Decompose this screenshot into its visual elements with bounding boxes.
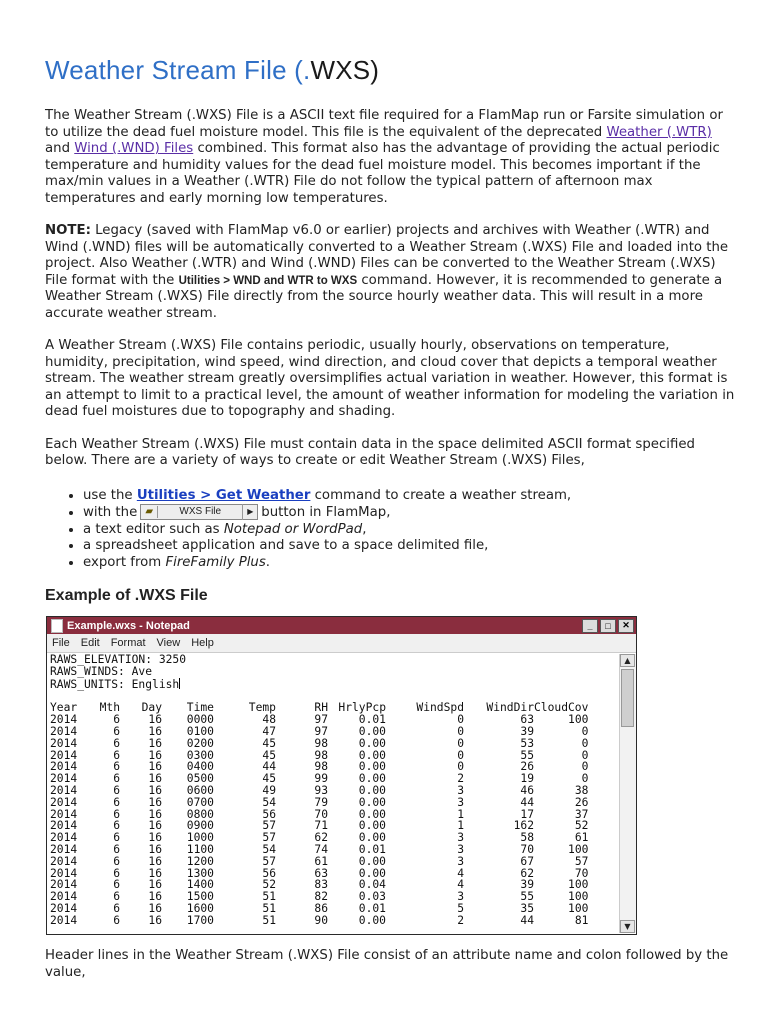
table-cell: 57 <box>574 854 589 868</box>
table-cell: 2014 <box>50 772 78 786</box>
description-paragraph: A Weather Stream (.WXS) File contains periodic, usually hourly, observations on temperature, humidity, precipitation, wind speed, wind direction, and cloud cover that depicts a temporal weather stream. The weather stream greatly oversimplifies actual variation in weather. However, this format is an attempt to limit to a practical level, the amount of weather information for modeling the variation in dead fuel moistures due to topography and shading. <box>45 338 735 419</box>
table-cell: 0500 <box>186 772 214 786</box>
list-item: • use the Utilities > Get Weather command to create a weather stream, <box>83 488 735 505</box>
table-cell: 1500 <box>186 890 214 904</box>
table-cell: 99 <box>314 772 328 786</box>
table-cell: 63 <box>314 866 328 880</box>
column-header: Year <box>50 701 78 715</box>
maximize-button[interactable]: □ <box>600 619 616 633</box>
scroll-up-icon[interactable]: ▲ <box>620 654 635 667</box>
table-cell: 52 <box>574 819 589 833</box>
table-cell: 2 <box>457 913 464 927</box>
table-cell: 49 <box>262 783 276 797</box>
notepad-title: Example.wxs - Notepad <box>67 619 190 632</box>
list-item: • export from FireFamily Plus. <box>83 555 735 572</box>
table-cell: 100 <box>568 878 589 892</box>
table-cell: 46 <box>520 783 534 797</box>
list-item: • a spreadsheet application and save to a space delimited file, <box>83 538 735 555</box>
table-cell: 2014 <box>50 866 78 880</box>
table-cell: 6 <box>113 748 120 762</box>
table-row <box>50 797 588 809</box>
table-cell: 44 <box>520 795 534 809</box>
table-cell: 16 <box>148 819 162 833</box>
table-cell: 61 <box>314 854 328 868</box>
list-item: • with the ▰ WXS File ▶ button in FlamMap, <box>83 504 735 522</box>
table-cell: 6 <box>113 724 120 738</box>
table-cell: 57 <box>262 854 276 868</box>
table-cell: 0.00 <box>358 819 386 833</box>
table-cell: 6 <box>113 783 120 797</box>
table-cell: 79 <box>314 795 328 809</box>
table-cell: 2014 <box>50 913 78 927</box>
table-cell: 44 <box>520 913 534 927</box>
minimize-button[interactable]: _ <box>582 619 598 633</box>
table-cell: 1300 <box>186 866 214 880</box>
table-cell: 63 <box>520 713 534 727</box>
table-cell: 100 <box>568 890 589 904</box>
table-cell: 0.00 <box>358 748 386 762</box>
table-cell: 1700 <box>186 913 214 927</box>
table-cell: 0700 <box>186 795 214 809</box>
table-cell: 52 <box>262 878 276 892</box>
table-cell: 1200 <box>186 854 214 868</box>
table-cell: 3 <box>457 842 464 856</box>
table-cell: 74 <box>314 842 328 856</box>
table-cell: 2014 <box>50 807 78 821</box>
table-cell: 2014 <box>50 901 78 915</box>
table-cell: 0.01 <box>358 901 386 915</box>
table-cell: 0 <box>581 736 589 750</box>
wxs-file-button[interactable]: ▰ WXS File ▶ <box>140 504 258 520</box>
vertical-scrollbar[interactable] <box>619 654 636 933</box>
table-cell: 2014 <box>50 831 78 845</box>
table-cell: 83 <box>314 878 328 892</box>
table-cell: 86 <box>314 901 328 915</box>
notepad-text-area[interactable] <box>50 654 620 931</box>
scroll-thumb[interactable] <box>621 669 634 727</box>
table-cell: 0.00 <box>358 831 386 845</box>
table-cell: 0 <box>581 724 589 738</box>
table-cell: 1100 <box>186 842 214 856</box>
table-cell: 58 <box>520 831 534 845</box>
table-cell: 17 <box>520 807 534 821</box>
weather-wtr-link[interactable]: Weather (.WTR) <box>606 124 712 140</box>
table-cell: 48 <box>262 713 276 727</box>
format-paragraph: Each Weather Stream (.WXS) File must contain data in the space delimited ASCII format specified below. There are a variety of ways to create or edit Weather Stream (.WXS) Files, <box>45 436 695 468</box>
table-cell: 0200 <box>186 736 214 750</box>
text-caret <box>179 678 180 689</box>
table-cell: 4 <box>457 878 464 892</box>
table-cell: 0800 <box>186 807 214 821</box>
table-cell: 16 <box>148 772 162 786</box>
table-cell: 98 <box>314 760 328 774</box>
table-cell: 16 <box>148 901 162 915</box>
table-cell: 93 <box>314 783 328 797</box>
table-cell: 6 <box>113 795 120 809</box>
table-cell: 0.00 <box>358 807 386 821</box>
table-cell: 0100 <box>186 724 214 738</box>
table-cell: 54 <box>262 795 276 809</box>
table-cell: 26 <box>520 760 534 774</box>
table-cell: 0.00 <box>358 913 386 927</box>
header-line: RAWS_ELEVATION: 3250 <box>50 654 187 666</box>
table-cell: 44 <box>262 760 276 774</box>
header-line: RAWS_UNITS: English <box>50 677 180 691</box>
table-cell: 62 <box>314 831 328 845</box>
example-heading: Example of .WXS File <box>45 587 208 604</box>
table-cell: 82 <box>314 890 328 904</box>
page-title: Weather Stream File (.WXS) <box>45 55 380 85</box>
table-cell: 0 <box>457 760 464 774</box>
table-cell: 2014 <box>50 713 78 727</box>
table-cell: 2014 <box>50 819 78 833</box>
table-cell: 6 <box>113 736 120 750</box>
table-cell: 2014 <box>50 842 78 856</box>
intro-paragraph: The Weather Stream (.WXS) File is a ASCII text file required for a FlamMap run or Farsite simulation or to utilize the dead fuel moisture model. This file is the equivalent of the deprecated Weather (.WTR) and Wind (.WND) Files combined. This format also has the advantage of providing the actual periodic temperature and humidity values for the dead fuel moisture model. This becomes important if the max/min values in a Weather (.WTR) File do not follow the typical pattern of afternoon max temperatures and early morning low temperatures. <box>45 108 723 206</box>
table-cell: 0 <box>581 748 589 762</box>
table-cell: 16 <box>148 736 162 750</box>
table-cell: 6 <box>113 807 120 821</box>
table-cell: 6 <box>113 890 120 904</box>
menu-edit[interactable]: Edit <box>80 637 100 649</box>
table-cell: 2014 <box>50 890 78 904</box>
table-cell: 3 <box>457 854 464 868</box>
column-header: Temp <box>248 701 276 715</box>
table-cell: 35 <box>520 901 534 915</box>
column-header: Day <box>141 701 162 715</box>
note-label: NOTE: <box>45 223 91 238</box>
table-cell: 0 <box>457 724 464 738</box>
table-cell: 100 <box>568 713 589 727</box>
table-cell: 56 <box>262 866 276 880</box>
table-cell: 54 <box>262 842 276 856</box>
table-row <box>50 903 588 915</box>
table-cell: 70 <box>574 866 589 880</box>
table-cell: 0.04 <box>358 878 386 892</box>
table-cell: 6 <box>113 866 120 880</box>
table-cell: 19 <box>520 772 534 786</box>
notepad-titlebar <box>47 617 636 634</box>
table-cell: 6 <box>113 819 120 833</box>
folder-icon: ▰ <box>141 506 158 518</box>
document <box>45 52 735 615</box>
table-cell: 62 <box>520 866 534 880</box>
table-cell: 45 <box>262 748 276 762</box>
notepad-icon <box>51 619 63 633</box>
table-cell: 55 <box>520 890 534 904</box>
table-cell: 0.01 <box>358 713 386 727</box>
table-cell: 2014 <box>50 724 78 738</box>
table-cell: 45 <box>262 736 276 750</box>
table-cell: 1 <box>457 807 464 821</box>
table-cell: 67 <box>520 854 534 868</box>
table-cell: 100 <box>568 901 589 915</box>
table-row <box>50 856 588 868</box>
table-cell: 0.01 <box>358 842 386 856</box>
menu-format[interactable]: Format <box>110 637 146 649</box>
table-cell: 1000 <box>186 831 214 845</box>
notepad-window <box>46 616 637 935</box>
table-cell: 16 <box>148 831 162 845</box>
table-cell: 16 <box>148 724 162 738</box>
menu-view[interactable]: View <box>156 637 181 649</box>
table-cell: 2014 <box>50 736 78 750</box>
table-cell: 1600 <box>186 901 214 915</box>
table-cell: 51 <box>262 890 276 904</box>
table-cell: 57 <box>262 819 276 833</box>
column-header: WindSpd <box>416 701 464 715</box>
table-cell: 55 <box>520 748 534 762</box>
table-cell: 16 <box>148 807 162 821</box>
table-cell: 1400 <box>186 878 214 892</box>
scroll-down-icon[interactable]: ▼ <box>620 920 635 933</box>
table-cell: 6 <box>113 854 120 868</box>
table-cell: 0600 <box>186 783 214 797</box>
table-cell: 16 <box>148 854 162 868</box>
table-cell: 71 <box>314 819 328 833</box>
table-cell: 81 <box>574 913 589 927</box>
table-cell: 16 <box>148 913 162 927</box>
table-cell: 0 <box>457 713 464 727</box>
table-row <box>50 785 588 797</box>
table-cell: 16 <box>148 748 162 762</box>
table-cell: 162 <box>513 819 534 833</box>
table-cell: 61 <box>574 831 589 845</box>
table-cell: 70 <box>520 842 534 856</box>
notepad-menubar <box>47 634 636 653</box>
weather-table <box>50 702 588 926</box>
table-cell: 0 <box>457 736 464 750</box>
column-header: Time <box>186 701 214 715</box>
list-item: • a text editor such as Notepad or WordPad, <box>83 522 735 539</box>
table-cell: 38 <box>574 783 589 797</box>
column-header: CloudCov <box>534 701 589 715</box>
table-row <box>50 738 588 750</box>
table-cell: 3 <box>457 831 464 845</box>
table-cell: 0400 <box>186 760 214 774</box>
table-cell: 16 <box>148 866 162 880</box>
arrow-right-icon: ▶ <box>242 504 257 521</box>
table-cell: 3 <box>457 795 464 809</box>
column-header: Mth <box>99 701 120 715</box>
header-line: RAWS_WINDS: Ave <box>50 664 153 678</box>
table-cell: 16 <box>148 878 162 892</box>
table-cell: 39 <box>520 724 534 738</box>
table-cell: 6 <box>113 713 120 727</box>
table-cell: 98 <box>314 748 328 762</box>
table-cell: 2014 <box>50 760 78 774</box>
table-cell: 16 <box>148 713 162 727</box>
table-row <box>50 844 588 856</box>
column-header: RH <box>314 701 328 715</box>
table-cell: 45 <box>262 772 276 786</box>
table-cell: 37 <box>574 807 589 821</box>
table-cell: 90 <box>314 913 328 927</box>
table-cell: 16 <box>148 890 162 904</box>
table-cell: 47 <box>262 724 276 738</box>
table-cell: 51 <box>262 901 276 915</box>
table-cell: 0300 <box>186 748 214 762</box>
creation-methods-list <box>45 488 735 572</box>
table-cell: 70 <box>314 807 328 821</box>
table-cell: 0.00 <box>358 724 386 738</box>
table-cell: 0 <box>581 772 589 786</box>
menu-file[interactable]: File <box>52 637 70 649</box>
table-cell: 0.00 <box>358 783 386 797</box>
column-header: HrlyPcp <box>338 701 386 715</box>
table-cell: 2014 <box>50 878 78 892</box>
table-cell: 6 <box>113 878 120 892</box>
table-cell: 16 <box>148 783 162 797</box>
table-cell: 5 <box>457 901 464 915</box>
table-cell: 57 <box>262 831 276 845</box>
table-cell: 97 <box>314 724 328 738</box>
table-cell: 3 <box>457 890 464 904</box>
table-cell: 0.03 <box>358 890 386 904</box>
table-cell: 2014 <box>50 748 78 762</box>
table-cell: 1 <box>457 819 464 833</box>
table-row <box>50 915 588 927</box>
table-cell: 39 <box>520 878 534 892</box>
table-cell: 0.00 <box>358 866 386 880</box>
table-cell: 16 <box>148 842 162 856</box>
table-cell: 53 <box>520 736 534 750</box>
close-button[interactable]: ✕ <box>618 619 634 633</box>
table-cell: 4 <box>457 866 464 880</box>
wind-wnd-link[interactable]: Wind (.WND) Files <box>74 141 194 156</box>
table-cell: 16 <box>148 795 162 809</box>
table-cell: 0.00 <box>358 854 386 868</box>
table-cell: 16 <box>148 760 162 774</box>
header-lines-paragraph: Header lines in the Weather Stream (.WXS) File consist of an attribute name and colon followed by the value, <box>45 948 729 980</box>
table-cell: 2014 <box>50 854 78 868</box>
table-cell: 0000 <box>186 713 214 727</box>
table-cell: 2 <box>457 772 464 786</box>
table-cell: 6 <box>113 831 120 845</box>
table-cell: 0 <box>457 748 464 762</box>
menu-help[interactable]: Help <box>191 637 214 649</box>
get-weather-link[interactable]: Utilities > Get Weather <box>136 487 311 503</box>
table-cell: 0 <box>581 760 589 774</box>
table-cell: 6 <box>113 772 120 786</box>
table-cell: 51 <box>262 913 276 927</box>
table-cell: 3 <box>457 783 464 797</box>
table-cell: 6 <box>113 842 120 856</box>
table-cell: 56 <box>262 807 276 821</box>
table-row <box>50 726 588 738</box>
table-cell: 100 <box>568 842 589 856</box>
table-cell: 2014 <box>50 795 78 809</box>
table-cell: 97 <box>314 713 328 727</box>
table-cell: 0.00 <box>358 795 386 809</box>
column-header: WindDir <box>486 701 534 715</box>
table-cell: 6 <box>113 760 120 774</box>
table-cell: 0.00 <box>358 772 386 786</box>
table-cell: 26 <box>574 795 589 809</box>
table-cell: 0900 <box>186 819 214 833</box>
table-cell: 0.00 <box>358 760 386 774</box>
table-cell: 0.00 <box>358 736 386 750</box>
table-cell: 6 <box>113 901 120 915</box>
note-paragraph: NOTE: Legacy (saved with FlamMap v6.0 or earlier) projects and archives with Weather (.WTR) and Wind (.WND) files will be automatically converted to a Weather Stream (.WXS) File and loaded into the project. Also Weather (.WTR) and Wind (.WND) Files can be converted to the Weather Stream (.WXS) File format with the Utilities > WND and WTR to WXS command. However, it is recommended to generate a Weather Stream (.WXS) File directly from the source hourly weather data. This will result in a more accurate weather stream. <box>45 223 729 321</box>
table-cell: 98 <box>314 736 328 750</box>
table-cell: 2014 <box>50 783 78 797</box>
table-cell: 6 <box>113 913 120 927</box>
wnd-wtr-command: Utilities > WND and WTR to WXS <box>178 274 358 287</box>
